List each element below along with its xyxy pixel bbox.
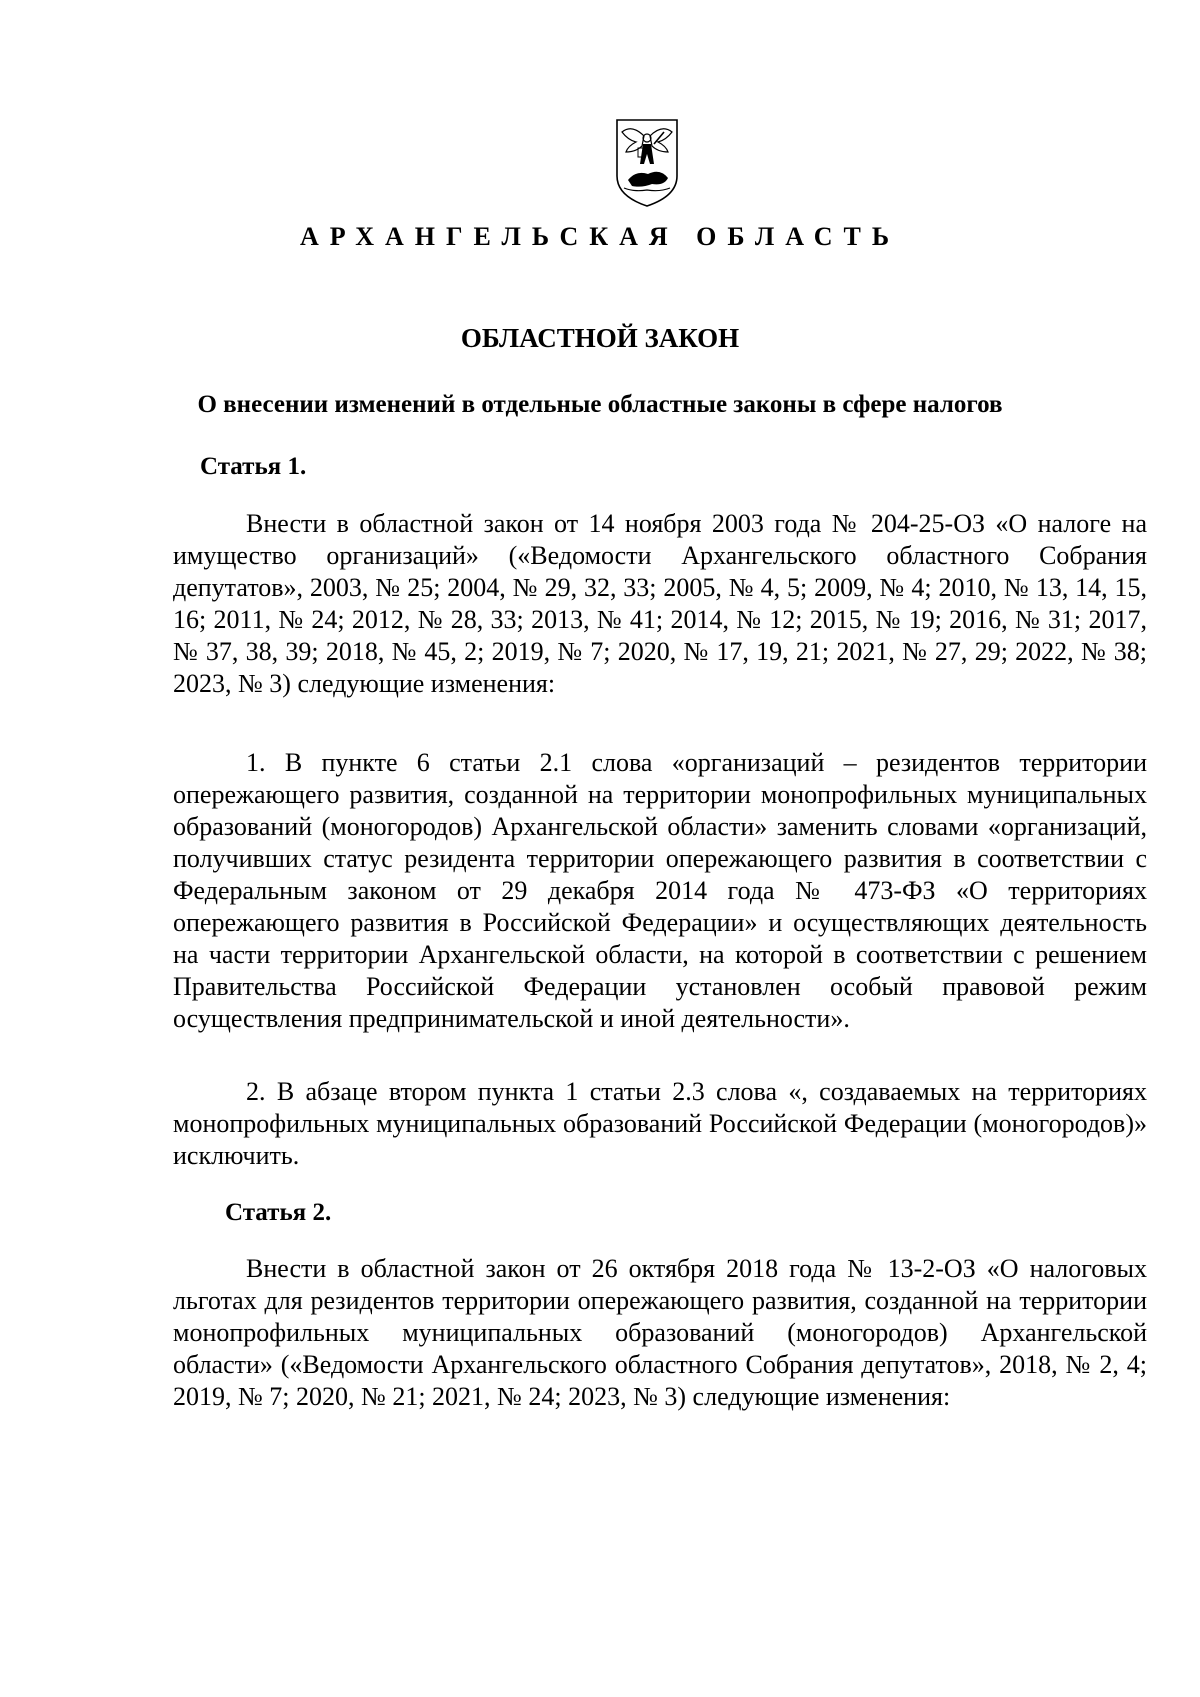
coat-of-arms-icon (614, 118, 680, 208)
law-title: О внесении изменений в отдельные областные законы в сфере налогов (197, 391, 1003, 418)
article-1-item-1-paragraph: 1. В пункте 6 статьи 2.1 слова «организаций – резидентов территории опережающего развития, созданной на территории монопрофильных муниципальных образований (моногородов) Архангельской области» заменить словами «организаций, получивших статус резидента территории опережающего развития в соответствии с Федеральным законом от 29 декабря 2014 года № 473-ФЗ «О территориях опережающего развития в Российской Федерации» и осуществляющих деятельность на части территории Архангельской области, на которой в соответствии с решением Правительства Российской Федерации установлен особый правовой режим осуществления предпринимательской и иной деятельности». (173, 748, 1147, 1033)
region-name: АРХАНГЕЛЬСКАЯ ОБЛАСТЬ (299, 222, 901, 251)
law-type-heading: ОБЛАСТНОЙ ЗАКОН (460, 323, 740, 353)
article-2-heading: Статья 2. (225, 1199, 332, 1226)
article-1-item-2-paragraph: 2. В абзаце втором пункта 1 статьи 2.3 слова «, создаваемых на территориях монопрофильных муниципальных образований Российской Федерации (моногородов)» исключить. (173, 1077, 1147, 1170)
article-1-intro (173, 508, 1147, 700)
article-2-intro (173, 1253, 1147, 1413)
article-1-intro-paragraph: Внести в областной закон от 14 ноября 2003 года № 204-25-ОЗ «О налоге на имущество организаций» («Ведомости Архангельского областного Собрания депутатов», 2003, № 25; 2004, № 29, 32, 33; 2005, № 4, 5; 2009, № 4; 2010, № 13, 14, 15, 16; 2011, № 24; 2012, № 28, 33; 2013, № 41; 2014, № 12; 2015, № 19; 2016, № 31; 2017, № 37, 38, 39; 2018, № 45, 2; 2019, № 7; 2020, № 17, 19, 21; 2021, № 27, 29; 2022, № 38; 2023, № 3) следующие изменения: (173, 509, 1147, 698)
article-1-heading: Статья 1. (200, 453, 307, 480)
article-1-item-2 (173, 1076, 1147, 1172)
article-1-item-1 (173, 747, 1147, 1035)
article-2-intro-paragraph: Внести в областной закон от 26 октября 2018 года № 13-2-ОЗ «О налоговых льготах для резидентов территории опережающего развития, созданной на территории монопрофильных муниципальных образований (моногородов) Архангельской области» («Ведомости Архангельского областного Собрания депутатов», 2018, № 2, 4; 2019, № 7; 2020, № 21; 2021, № 24; 2023, № 3) следующие изменения: (173, 1254, 1147, 1411)
